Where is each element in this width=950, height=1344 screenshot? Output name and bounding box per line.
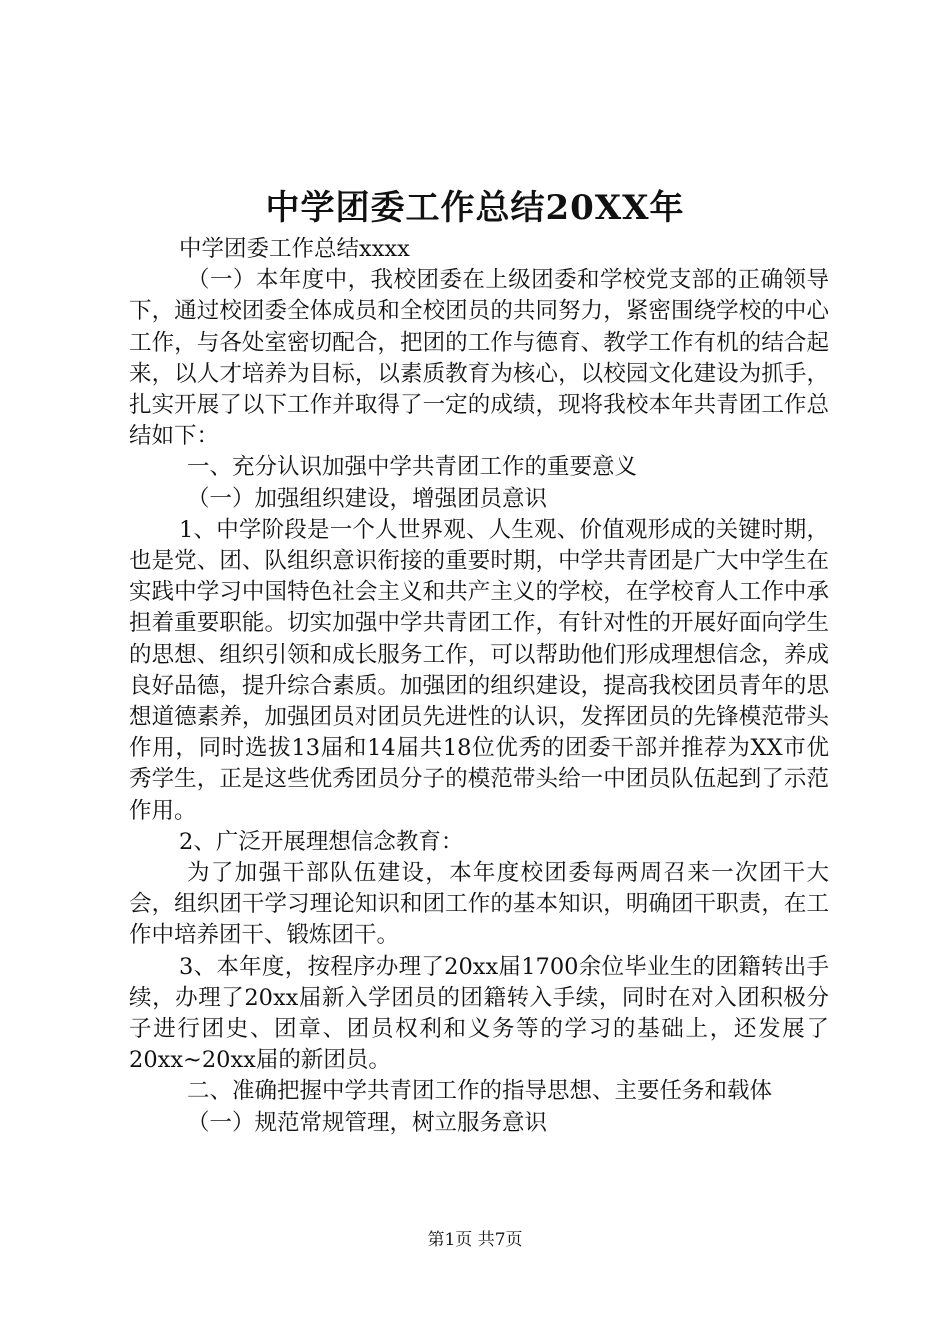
paragraph-subtitle: 中学团委工作总结xxxx [179,236,410,262]
paragraph-item-1: 1、中学阶段是一个人世界观、人生观、价值观形成的关键时期，也是党、团、队组织意识衔接的重要时期，中学共青团是广大中学生在实践中学习中国特色社会主义和共产主义的学校，在学校育人工作中承担着重要职能。切实加强中学共青团工作，有针对性的开展好面向学生的思想、组织引领和成长服务工作，可以帮助他们形成理想信念，养成良好品德，提升综合素质。加强团的组织建设，提高我校团员青年的思想道德素养，加强团员对团员先进性的认识，发挥团员的先锋模范带头作用，同时选拔13届和14届共18位优秀的团委干部并推荐为XX市优秀学生，正是这些优秀团员分子的模范带头给一中团员队伍起到了示范作用。 [129,516,829,824]
page-footer: 第1页 共7页 [427,1230,523,1250]
subsection-heading-2: （一）规范常规管理，树立服务意识 [187,1109,548,1136]
subsection-heading-1: （一）加强组织建设，增强团员意识 [187,485,548,512]
section-heading-2: 二、准确把握中学共青团工作的指导思想、主要任务和载体 [187,1078,773,1105]
paragraph-item-2-heading: 2、广泛开展理想信念教育： [179,828,464,855]
document-body [129,234,829,1139]
paragraph-item-2: 为了加强干部队伍建设，本年度校团委每两周召来一次团干大会，组织团干学习理论知识和团工作的基本知识，明确团干职责，在工作中培养团干、锻炼团干。 [129,860,829,949]
paragraph-intro: （一）本年度中，我校团委在上级团委和学校党支部的正确领导下，通过校团委全体成员和全校团员的共同努力，紧密围绕学校的中心工作，与各处室密切配合，把团的工作与德育、教学工作有机的结合起来，以人才培养为目标，以素质教育为核心，以校园文化建设为抓手，扎实开展了以下工作并取得了一定的成绩，现将我校本年共青团工作总结如下： [129,267,829,450]
section-heading-1: 一、充分认识加强中学共青团工作的重要意义 [187,454,638,481]
document-title: 中学团委工作总结20XX年 [265,188,685,228]
paragraph-item-3: 3、本年度，按程序办理了20xx届1700余位毕业生的团籍转出手续，办理了20xx届新入学团员的团籍转入手续，同时在对入团积极分子进行团史、团章、团员权利和义务等的学习的基础上，还发展了20xx~20xx届的新团员。 [129,953,829,1074]
